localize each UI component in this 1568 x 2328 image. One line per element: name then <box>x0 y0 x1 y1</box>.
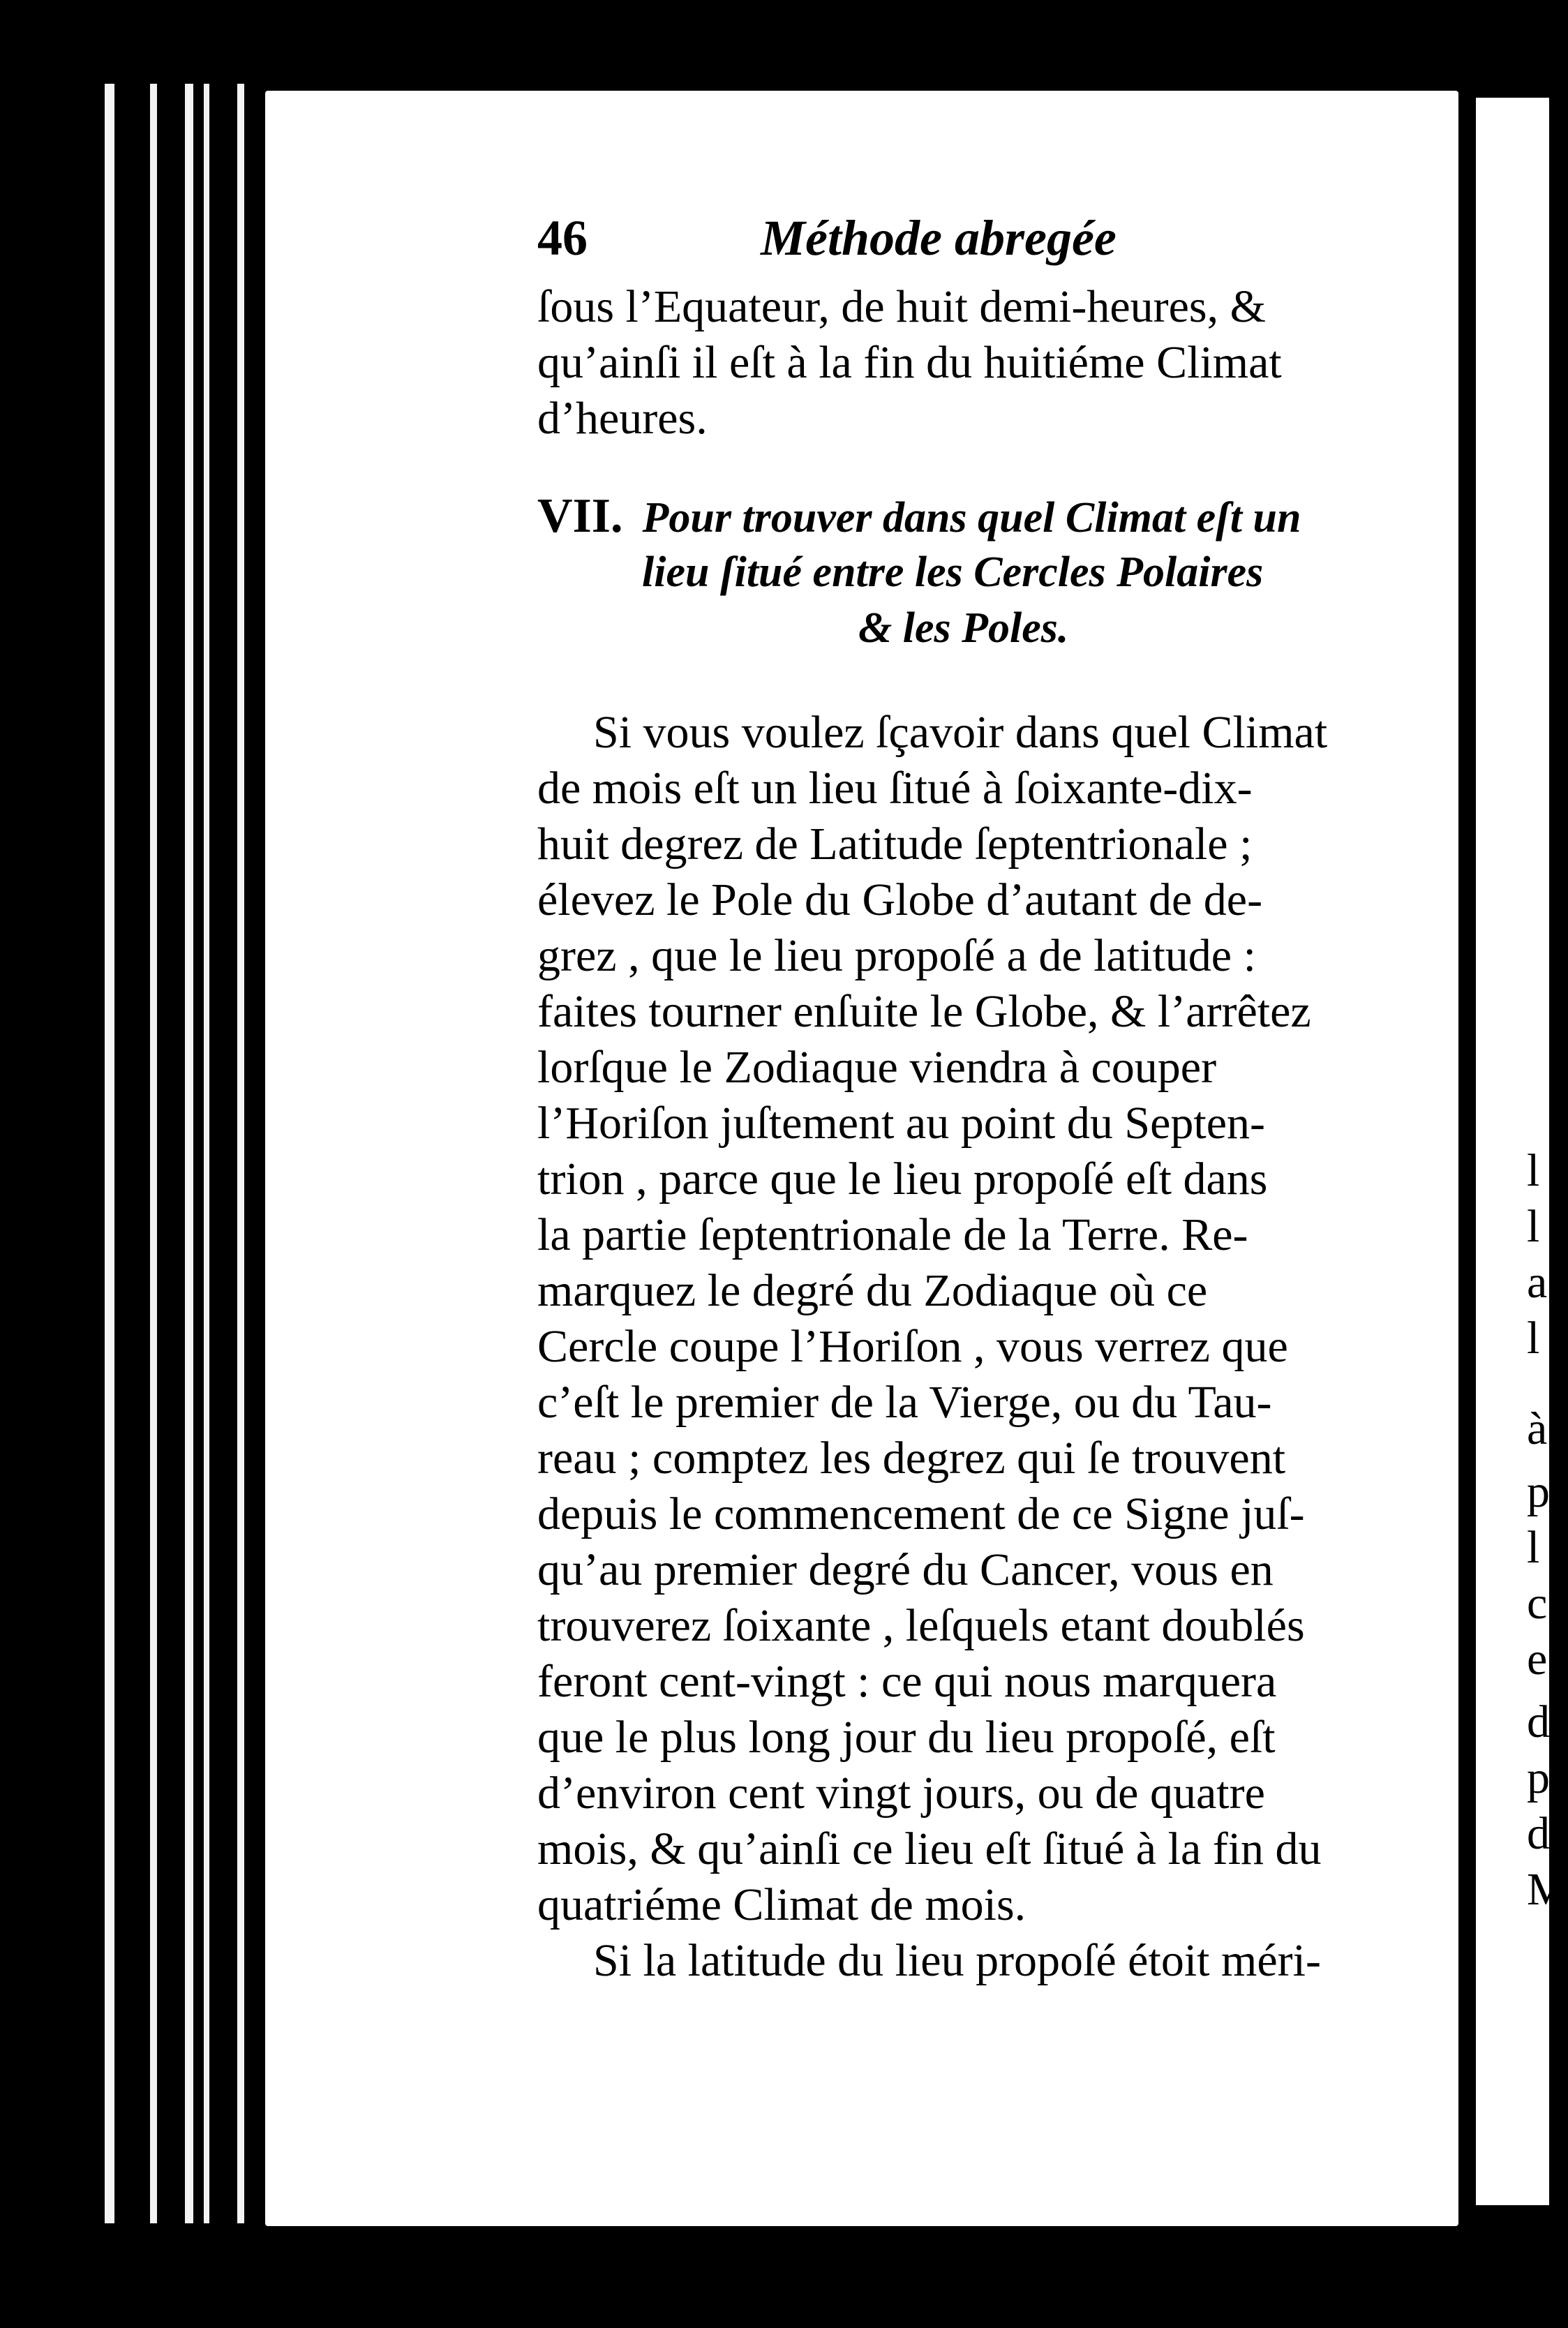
binding-edge <box>150 84 157 2223</box>
facing-page-letter: l <box>1527 1313 1540 1364</box>
facing-page-letter: l <box>1527 1145 1540 1196</box>
text-line: faites tourner enſuite le Globe, & l’arrêtez <box>537 986 1311 1037</box>
facing-page-letter: M <box>1527 1864 1568 1915</box>
text-line: élevez le Pole du Globe d’autant de de- <box>537 874 1263 925</box>
text-line: Si vous voulez ſçavoir dans quel Climat <box>593 707 1328 758</box>
text-line: lorſque le Zodiaque viendra à couper <box>537 1042 1217 1093</box>
text-line: qu’ainſi il eſt à la fin du huitiéme Climat <box>537 337 1282 388</box>
text-line: quatriéme Climat de mois. <box>537 1879 1026 1930</box>
facing-page-letter: l <box>1527 1201 1540 1252</box>
facing-page-letter: a <box>1527 1257 1548 1308</box>
text-line: mois, & qu’ainſi ce lieu eſt ſitué à la fin du <box>537 1823 1322 1874</box>
text-line: trouverez ſoixante , leſquels etant doublés <box>537 1600 1305 1651</box>
section-title-line: lieu ſitué entre les Cercles Polaires <box>642 549 1264 596</box>
text-line: trion , parce que le lieu propoſé eſt dans <box>537 1154 1268 1204</box>
page-header <box>537 209 1396 279</box>
facing-page-letter: e <box>1527 1634 1548 1685</box>
text-line: reau ; comptez les degrez qui ſe trouvent <box>537 1433 1286 1484</box>
text-line: Cercle coupe l’Horiſon , vous verrez que <box>537 1321 1288 1372</box>
binding-edge <box>105 84 114 2223</box>
text-line: depuis le commencement de ce Signe juſ- <box>537 1488 1305 1539</box>
page-number: 46 <box>537 210 588 266</box>
section-title-line: & les Poles. <box>858 604 1069 652</box>
binding-edge <box>204 84 209 2223</box>
binding-edge <box>185 84 193 2223</box>
text-line: feront cent-vingt : ce qui nous marquera <box>537 1656 1277 1707</box>
text-line: c’eſt le premier de la Vierge, ou du Tau- <box>537 1377 1272 1428</box>
section-number: VII. <box>537 489 623 543</box>
facing-page-letter: p <box>1527 1466 1550 1517</box>
facing-page-letter: p <box>1527 1752 1550 1803</box>
text-line: grez , que le lieu propoſé a de latitude : <box>537 930 1256 981</box>
text-line: la partie ſeptentrionale de la Terre. Re- <box>537 1209 1248 1260</box>
text-line: d’environ cent vingt jours, ou de quatre <box>537 1768 1265 1819</box>
text-line: ſous l’Equateur, de huit demi-heures, & <box>537 281 1266 332</box>
section-title-line: Pour trouver dans quel Climat eſt un <box>642 494 1301 542</box>
facing-page-letter: d <box>1527 1696 1550 1747</box>
text-line: l’Horiſon juſtement au point du Septen- <box>537 1098 1265 1149</box>
text-line: marquez le degré du Zodiaque où ce <box>537 1265 1208 1316</box>
text-line: qu’au premier degré du Cancer, vous en <box>537 1544 1274 1595</box>
text-line: Si la latitude du lieu propoſé étoit méri- <box>593 1935 1321 1986</box>
facing-page-letter: à <box>1527 1403 1548 1454</box>
text-line: d’heures. <box>537 393 708 444</box>
binding-edge <box>237 84 244 2223</box>
text-line: que le plus long jour du lieu propoſé, eſt <box>537 1712 1276 1763</box>
section-heading-line <box>537 488 1301 546</box>
text-line: huit degrez de Latitude ſeptentrionale ; <box>537 819 1253 870</box>
text-line: de mois eſt un lieu ſitué à ſoixante-dix- <box>537 763 1253 814</box>
running-head: Méthode abregée <box>761 210 1117 266</box>
facing-page-letter: l <box>1527 1522 1540 1573</box>
facing-page-letter: d <box>1527 1808 1550 1859</box>
facing-page-letter: c <box>1527 1578 1548 1629</box>
